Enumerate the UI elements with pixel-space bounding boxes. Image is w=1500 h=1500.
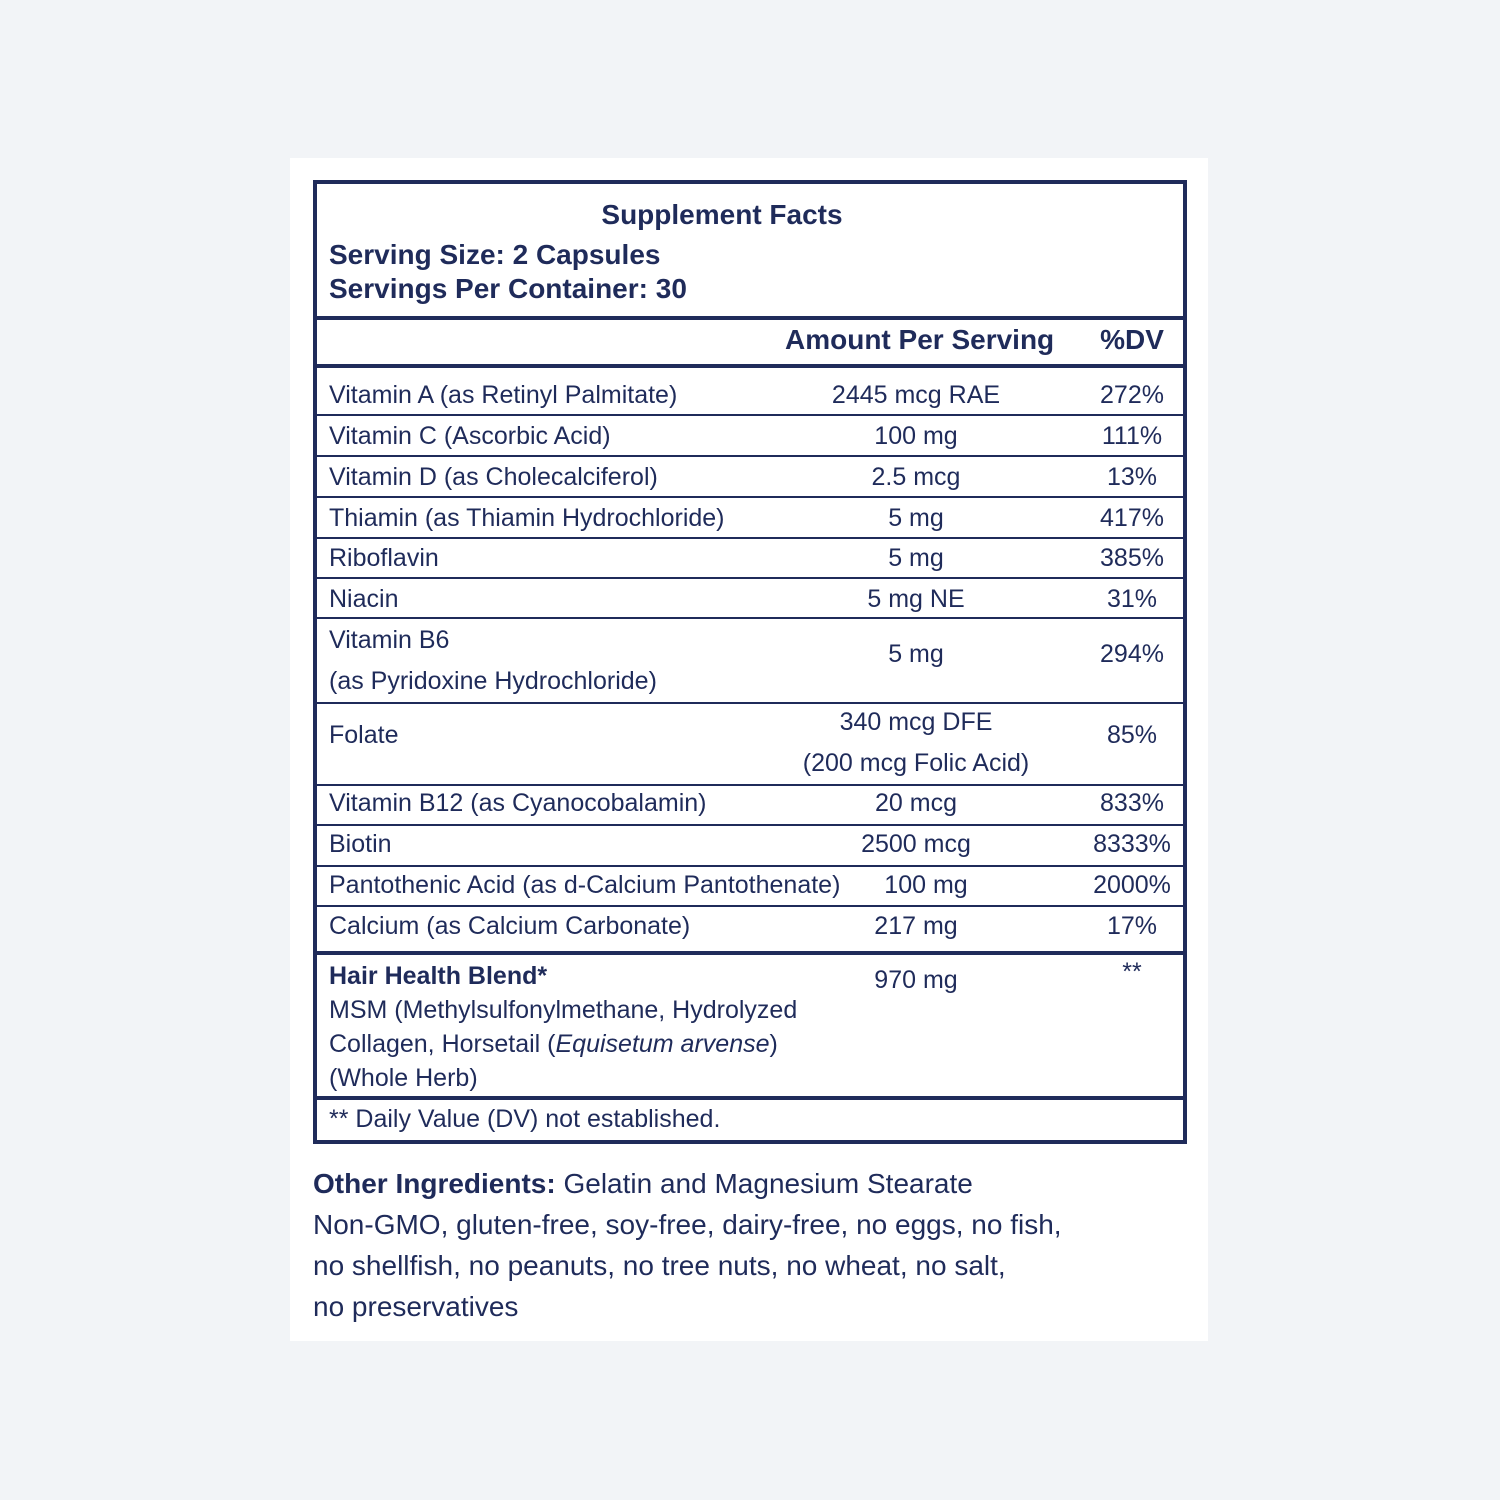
nutrient-dv: 13% [1106, 463, 1158, 491]
nutrient-dv: 294% [1100, 640, 1164, 668]
nutrient-amount: 5 mg [888, 640, 944, 668]
nutrient-dv: 8333% [1093, 830, 1171, 858]
row-divider [317, 537, 1183, 539]
nutrient-name: Biotin [329, 830, 392, 858]
other-ingredients [313, 1163, 1173, 1327]
nutrient-name: Vitamin B12 (as Cyanocobalamin) [329, 789, 707, 817]
nutrient-dv: 833% [1100, 789, 1164, 817]
nutrient-name: (as Pyridoxine Hydrochloride) [329, 667, 657, 695]
row-divider [317, 905, 1183, 907]
nutrient-amount: 2.5 mcg [871, 463, 961, 491]
dv-header: %DV [1100, 324, 1164, 355]
nutrient-dv: 85% [1106, 721, 1158, 749]
allergen-line: no preservatives [313, 1291, 519, 1322]
nutrient-name: Pantothenic Acid (as d-Calcium Pantothenate) [329, 871, 841, 899]
nutrient-amount: 217 mg [874, 912, 958, 940]
latin-name: Equisetum arvense [555, 1030, 770, 1058]
nutrient-amount: 100 mg [874, 422, 958, 450]
allergen-line: Non-GMO, gluten-free, soy-free, dairy-free, no eggs, no fish, [313, 1209, 1062, 1240]
nutrient-amount: 5 mg [888, 544, 944, 572]
row-divider [317, 496, 1183, 498]
amount-header: Amount Per Serving [785, 324, 1055, 355]
other-ingredients-label: Other Ingredients: [313, 1168, 556, 1199]
nutrient-name: Vitamin C (Ascorbic Acid) [329, 422, 611, 450]
nutrient-amount: 2500 mcg [861, 830, 971, 858]
nutrient-name: Vitamin A (as Retinyl Palmitate) [329, 381, 678, 409]
nutrient-amount: 100 mg [884, 871, 968, 899]
divider [317, 951, 1183, 955]
supplement-facts-panel: Supplement Facts Serving Size: 2 Capsules Servings Per Container: 30 Amount Per Serving %DV Vitamin A (as Retinyl Palmitate) 2445 mcg RAE 272% Vitamin C (Ascorbic Acid) 100 mg 111% Vitamin D (as Cholecalciferol) 2.5 mcg 13% Thiamin (as Thiamin Hydrochloride) 5 mg 417% Riboflavin 5 mg 385% Niacin 5 mg NE 31% Vitamin B6 (as Pyridoxine Hydrochloride) 5 mg 294% 340 mcg DFE (200 mcg Folic Acid) Folate 85% Vitamin B12 (as Cyanocobalamin) 20 mcg 833% Biotin 2500 mcg 8333% Pantothenic Acid (as d-Calcium Pantothenate) 100 mg 2000% Calcium (as Calcium Carbonate) 217 mg 17% Hair Health Blend* 970 mg ** MSM (Methylsulfonylmethane, Hydrolyzed Collagen, Horsetail (Equisetum arvense) (Whole Herb) ** Daily Value (DV) not established. [313, 180, 1187, 1144]
nutrient-name: Folate [329, 721, 399, 749]
nutrient-amount: 340 mcg DFE [839, 708, 993, 736]
nutrient-name: Thiamin (as Thiamin Hydrochloride) [329, 504, 725, 532]
other-ingredients-value: Gelatin and Magnesium Stearate [555, 1168, 973, 1199]
nutrient-dv: 272% [1100, 381, 1164, 409]
blend-name: Hair Health Blend* [329, 962, 548, 990]
row-divider [317, 784, 1183, 786]
nutrient-name: Vitamin D (as Cholecalciferol) [329, 463, 658, 491]
nutrient-amount: (200 mcg Folic Acid) [802, 749, 1030, 777]
label-card [290, 158, 1208, 1341]
allergen-line: no shellfish, no peanuts, no tree nuts, no wheat, no salt, [313, 1250, 1006, 1281]
divider [317, 1096, 1183, 1100]
divider [317, 364, 1183, 368]
nutrient-dv: 385% [1100, 544, 1164, 572]
row-divider [317, 455, 1183, 457]
row-divider [317, 824, 1183, 826]
divider [317, 316, 1183, 320]
row-divider [317, 865, 1183, 867]
servings-per-container: Servings Per Container: 30 [329, 273, 687, 304]
blend-amount: 970 mg [874, 966, 958, 994]
row-divider [317, 577, 1183, 579]
nutrient-name: Niacin [329, 585, 399, 613]
nutrient-name: Calcium (as Calcium Carbonate) [329, 912, 691, 940]
row-divider [317, 414, 1183, 416]
facts-title: Supplement Facts [601, 199, 843, 230]
nutrient-amount: 5 mg NE [867, 585, 965, 613]
serving-size: Serving Size: 2 Capsules [329, 239, 661, 270]
nutrient-amount: 20 mcg [875, 789, 957, 817]
nutrient-dv: 31% [1106, 585, 1158, 613]
blend-dv: ** [1122, 958, 1142, 986]
nutrient-dv: 417% [1100, 504, 1164, 532]
nutrient-amount: 2445 mcg RAE [831, 381, 1001, 409]
nutrient-amount: 5 mg [888, 504, 944, 532]
nutrient-dv: 17% [1106, 912, 1158, 940]
row-divider [317, 617, 1183, 619]
nutrient-dv: 2000% [1093, 871, 1171, 899]
nutrient-dv: 111% [1101, 422, 1163, 450]
nutrient-name: Riboflavin [329, 544, 439, 572]
nutrient-name: Vitamin B6 [329, 626, 450, 654]
row-divider [317, 702, 1183, 704]
